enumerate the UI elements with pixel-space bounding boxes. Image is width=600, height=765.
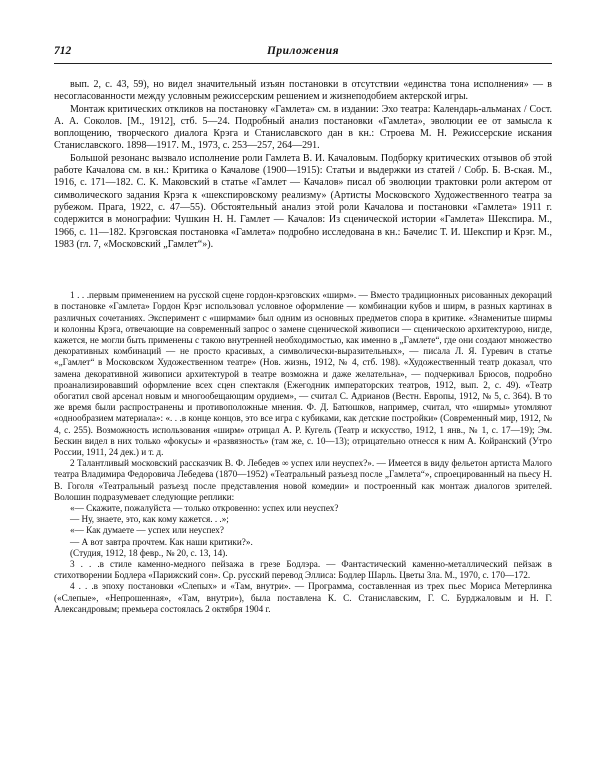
note-4: 4 . . .в эпоху постановки «Слепых» и «Там, внутри». — Программа, составленная из трех пьес Мориса Метерлинка («Слепые», «Непрошенная», «Там, внутри»), была поставлена К. С. Станиславским, Г. С. Бурджаловым и Н. Г. Александровым; премьера состоялась 2 октября 1904 г. [54,581,552,614]
note-1: 1 . . .первым применением на русской сцене гордон-крэговских «ширм». — Вместо традиционных рисованных декораций в постановке «Гамлета» Гордон Крэг использовал условное оформление — комбинации кубов и ширм, в разных картинах в различных сочетаниях. Эксперимент с «ширмами» был одним из основных предметов спора в критике. «Знаменитые ширмы и колонны Крэга, отвечающие на современный запрос о замене сценической живописи — сценическою архитектурою, нигде, кажется, не могли быть применены с такою внутренней необходимостью, как именно в „Гамлете“, где они создают множество декоративных комбинаций — не просто красивых, а символически-выразительных», — писала Л. Я. Гуревич в статье «„Гамлет“ в Московском Художественном театре» (Нов. жизнь, 1912, № 4, стб. 198). «Художественный театр доказал, что замена декоративной живописи архитектурой в театре возможна и даже желательна», — подчеркивал Брюсов, подробно проанализировавший оформление всех сцен спектакля (Ежегодник императорских театров, 1912, вып. 2, с. 49). «Театр обогатил свой арсенал новым и многообещающим орудием», — считал С. Адрианов (Вестн. Европы, 1912, № 5, с. 364). В то же время были распространены и противоположные мнения. Ф. Д. Батюшков, например, считал, что «ширмы» утомляют «однообразием материала»: «. . .в конце концов, это все игра с кубиками, как детские постройки» (Современный мир, 1912, № 4, с. 255). Возможность использования «ширм» отрицал А. Р. Кугель (Театр и искусство, 1912, 1 янв., № 1, с. 17—19); Эм. Бескин видел в них только «фокусы» и «развязность» (там же, с. 10—13); отрицательно отнесся к ним А. Койранский (Утро России, 1911, 24 дек.) и т. д. [54,290,552,457]
dialogue-line: — А вот завтра прочтем. Как наши критики?». [70,536,253,547]
running-header [54,45,552,65]
dialogue-line: «— Скажите, пожалуйста — только откровенно: успех или неуспех? [70,503,339,514]
note-2-citation: (Студия, 1912, 18 февр., № 20, с. 13, 14). [70,547,228,558]
note-2: 2 Талантливый московский рассказчик В. Ф. Лебедев ∞ успех или неуспех?». — Имеется в виду фельетон артиста Малого театра Владимира Федоровича Лебедева (1870—1952) «Театральный разъезд после „Гамлета“», спроецированный на пьесу Н. В. Гоголя «Театральный разъезд после представления новой комедии» и построенный как монтаж диалогов зрителей. Волошин подразумевает следующие реплики: [54,458,552,502]
notes-section [54,290,552,615]
page-body [54,79,552,615]
paragraph: вып. 2, с. 43, 59), но видел значительный изъян постановки в отсутствии «единства тона исполнения» — в несогласованности между условным режиссерским решением и жизнеподобием актерской игры. [54,79,552,103]
header-rule [54,63,552,64]
paragraph: Монтаж критических откликов на постановку «Гамлета» см. в издании: Эхо театра: Календарь-альманах / Сост. А. А. Соколов. [М., 1912], стб. 5—24. Подробный анализ постановки «Гамлета», эволюции ее от замысла к воплощению, творческого диалога Крэга и Станиславского дан в кн.: Строева М. Н. Режиссерские искания Станиславского. 1898—1917. М., 1973, с. 253—257, 264—291. [54,103,552,152]
note-3: 3 . . .в стиле каменно-медного пейзажа в грезе Бодлэра. — Фантастический каменно-металлический пейзаж в стихотворении Бодлера «Парижский сон». Ср. русский перевод Эллиса: Бодлер Шарль. Цветы Зла. М., 1970, с. 170—172. [54,559,552,581]
dialogue-line: — Ну, знаете, это, как кому кажется. . .»; [70,514,229,525]
paragraph: Большой резонанс вызвало исполнение роли Гамлета В. И. Качаловым. Подборку критических отзывов об этой работе Качалова см. в кн.: Критика о Качалове (1900—1915): Статьи и выдержки из статей / Собр. Б. В-ская. М., 1916, с. 171—182. С. К. Маковский в статье «Гамлет — Качалов» писал об эволюции трактовки роли актером от символического задания Крэга к «шекспировскому реализму» (Артисты Московского Художественного театра за рубежом. Прага, 1922, с. 47—55). Обстоятельный анализ этой роли Качалова и постановки «Гамлета» 1911 г. содержится в монографии: Чушкин Н. Н. Гамлет — Качалов: Из сценической истории «Гамлета» Шекспира. М., 1966, с. 11—182. Крэговская постановка «Гамлета» подробно исследована в кн.: Бачелис Т. И. Шекспир и Крэг. М., 1983 (гл. 7, «Московский „Гамлет“»). [54,152,552,250]
commentary-text [54,79,552,251]
section-title: Приложения [266,45,340,57]
dialogue-line: «— Как думаете — успех или неуспех? [70,525,224,536]
page-number: 712 [54,45,72,57]
